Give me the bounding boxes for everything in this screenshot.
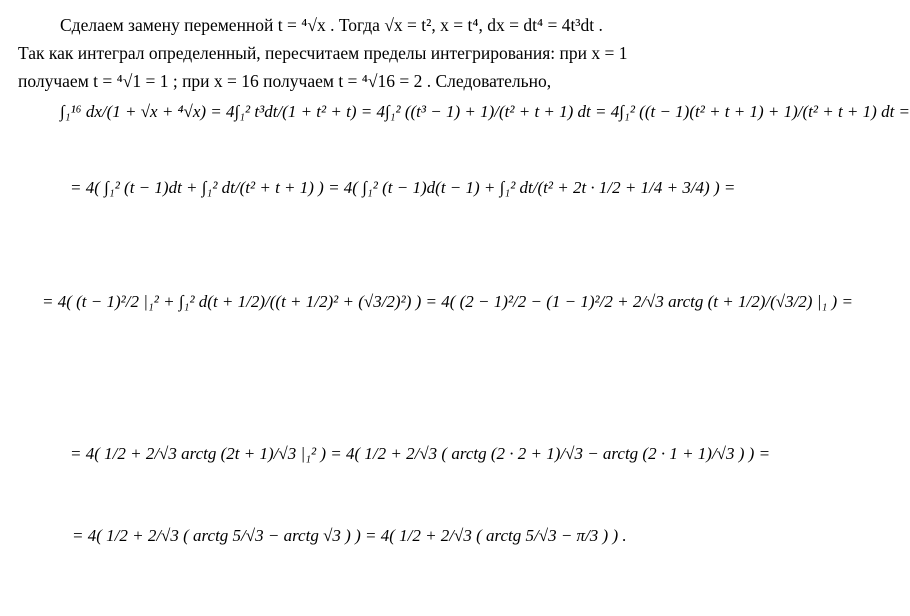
formula-line-3: = 4( (t − 1)²/2 |₁² + ∫₁² d(t + 1/2)/((t + 1/2)² + (√3/2)²) ) = 4( (2 − 1)²/2 − (1 − 1)²/2 + 2/√3 arctg (t + 1/2)/(√3/2) |₁ ) = — [42, 292, 853, 311]
formula-line-5: = 4( 1/2 + 2/√3 ( arctg 5/√3 − arctg √3 ) ) = 4( 1/2 + 2/√3 ( arctg 5/√3 − π/3 ) ) . — [72, 526, 627, 545]
formula-line-2: = 4( ∫₁² (t − 1)dt + ∫₁² dt/(t² + t + 1) ) = 4( ∫₁² (t − 1)d(t − 1) + ∫₁² dt/(t² + 2t · 1/2 + 1/4 + 3/4) ) = — [70, 178, 736, 197]
formula-line-1: ∫₁¹⁶ dx/(1 + √x + ⁴√x) = 4∫₁² t³dt/(1 + t² + t) = 4∫₁² ((t³ − 1) + 1)/(t² + t + 1) dt = 4∫₁² ((t − 1)(t² + t + 1) + 1)/(t² + t + 1) dt = — [60, 102, 910, 121]
formula-line-4: = 4( 1/2 + 2/√3 arctg (2t + 1)/√3 |₁² ) = 4( 1/2 + 2/√3 ( arctg (2 · 2 + 1)/√3 − arctg (2 · 1 + 1)/√3 ) ) = — [70, 444, 771, 463]
text-line-2: Так как интеграл определенный, пересчитаем пределы интегрирования: при x = 1 — [18, 43, 628, 63]
text-line-3: получаем t = ⁴√1 = 1 ; при x = 16 получаем t = ⁴√16 = 2 . Следовательно, — [18, 71, 552, 91]
text-line-1: Сделаем замену переменной t = ⁴√x . Тогда √x = t², x = t⁴, dx = dt⁴ = 4t³dt . — [60, 15, 603, 35]
